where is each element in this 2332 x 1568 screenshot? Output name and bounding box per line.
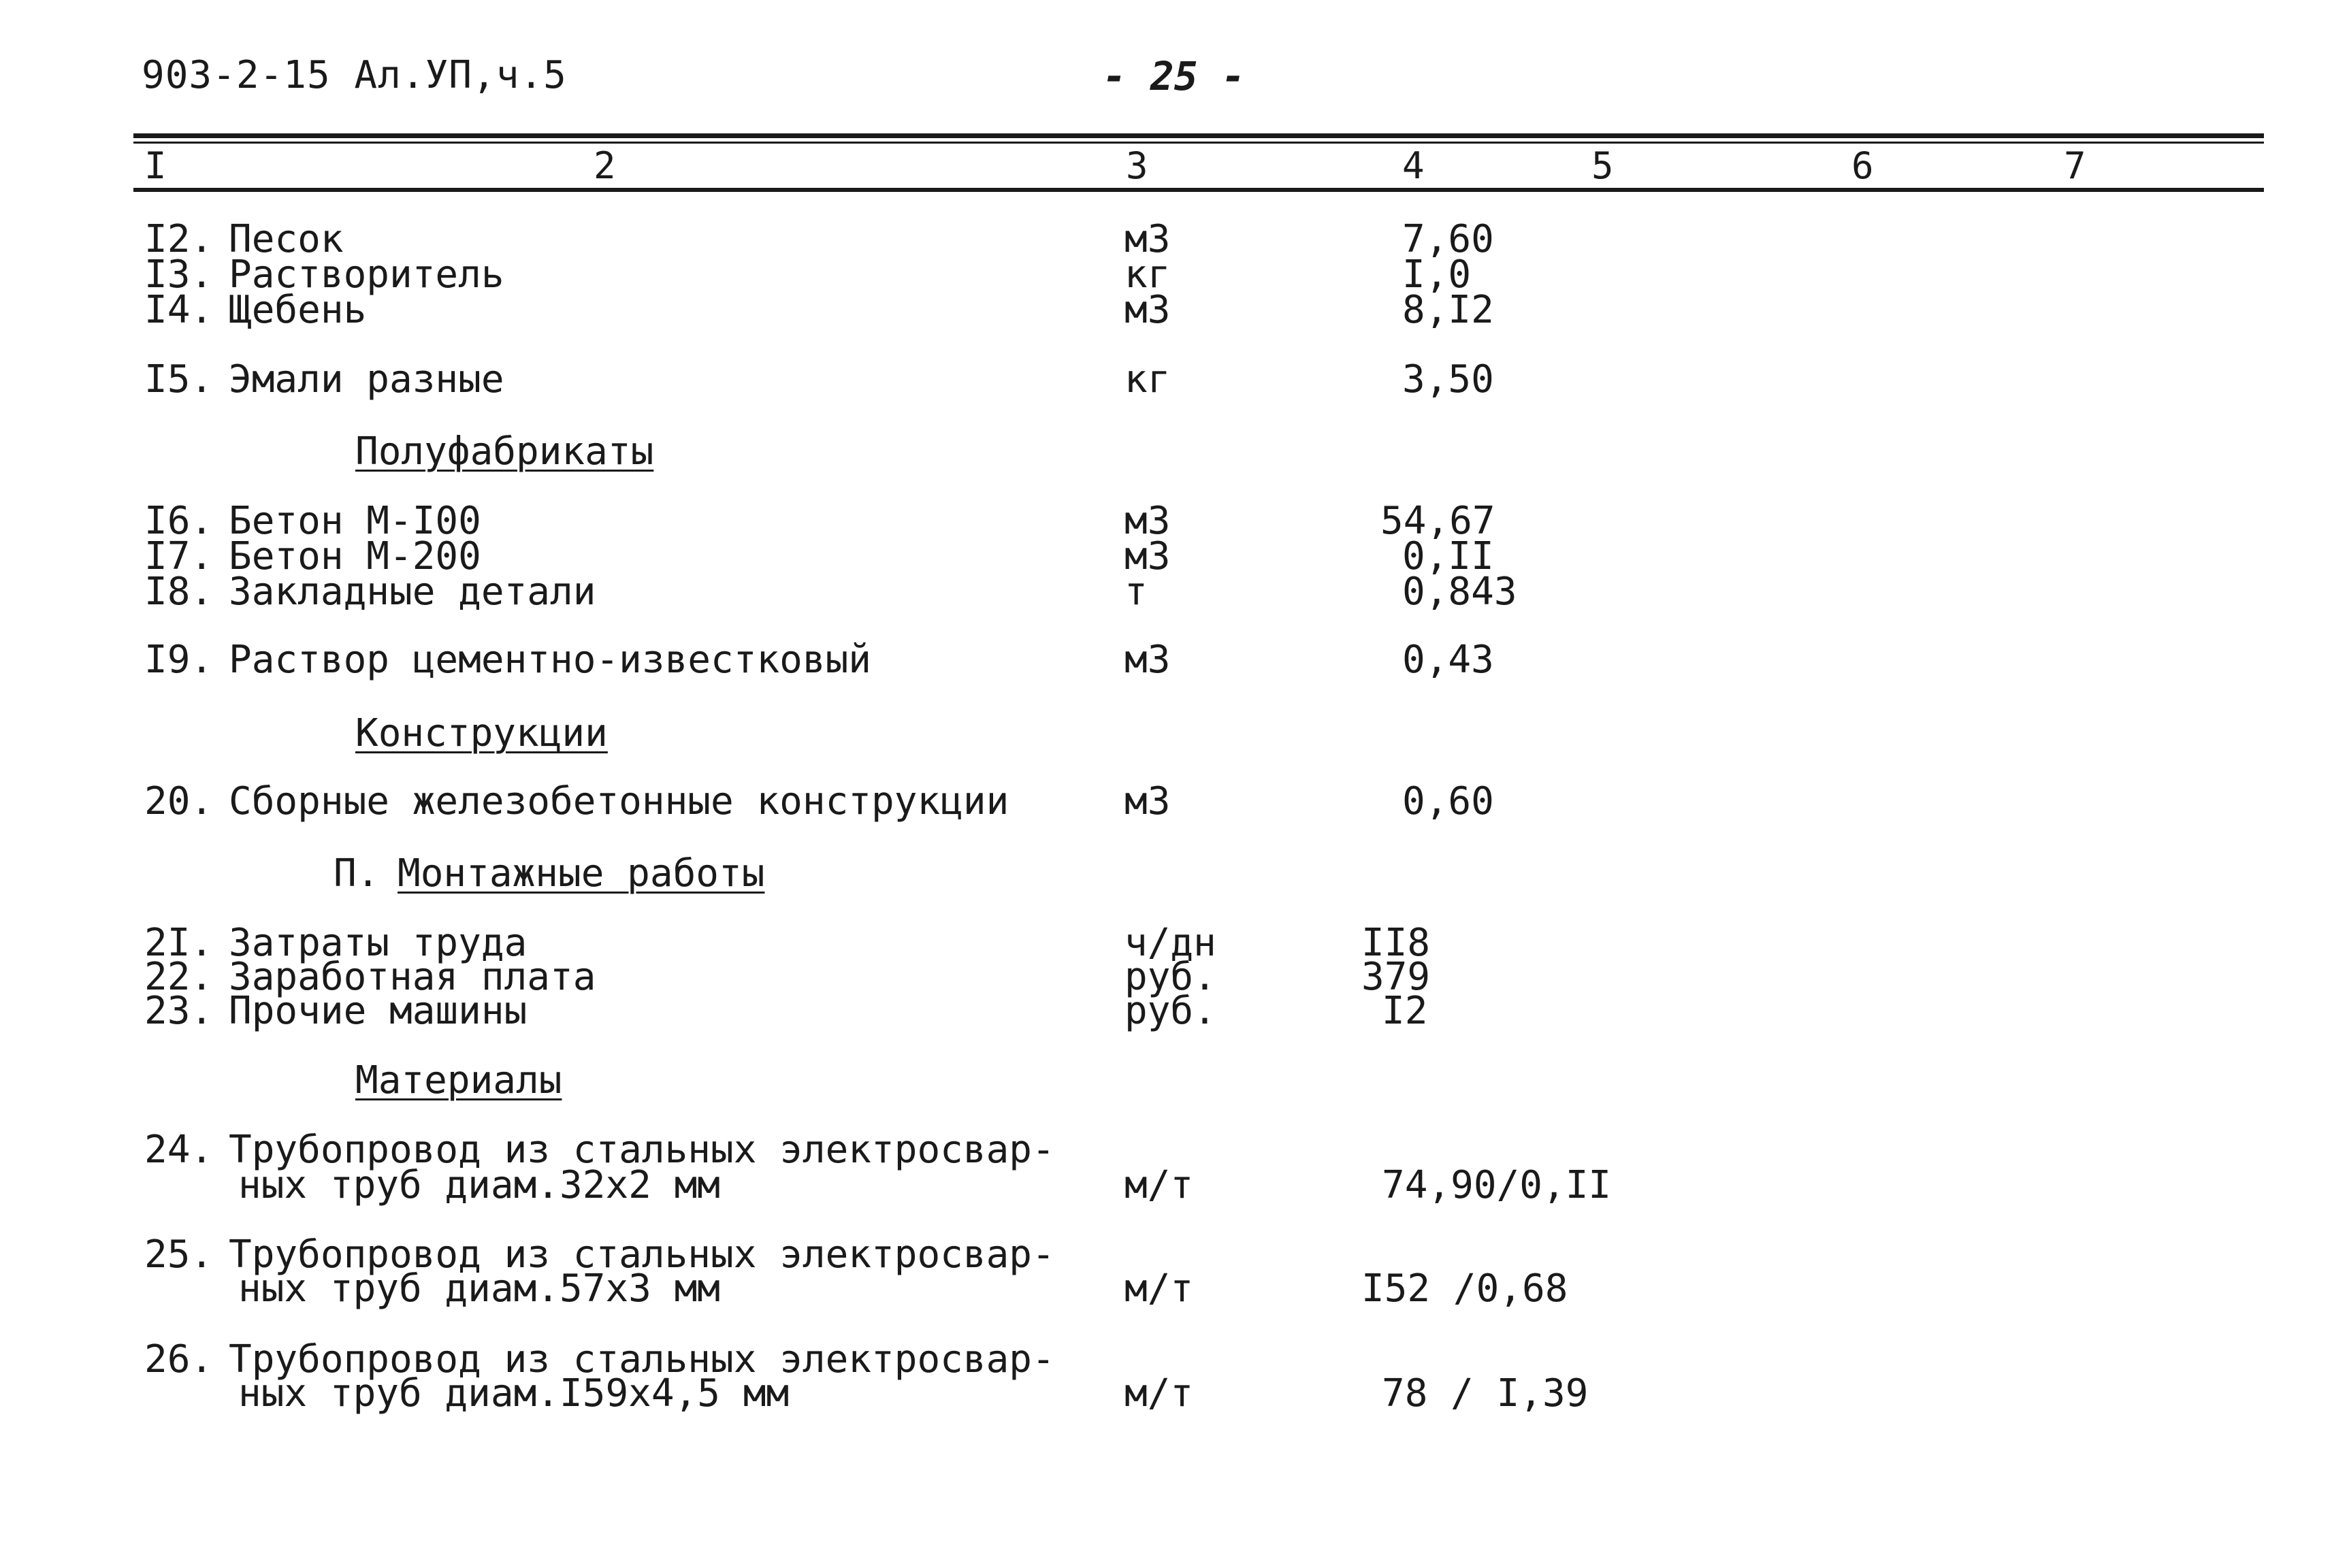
row-number: 23.: [144, 989, 214, 1033]
document-code: 903-2-15 Ал.УП,ч.5: [142, 53, 567, 97]
row-quantity: 0,43: [1402, 638, 1494, 682]
row-quantity: 54,67: [1380, 499, 1495, 543]
row-name: Трубопровод из стальных электросвар-: [229, 1128, 1055, 1172]
row-unit: м3: [1124, 217, 1171, 261]
row-number: I7.: [144, 534, 214, 578]
row-name: Закладные детали: [229, 570, 596, 614]
column-header-7: 7: [2064, 144, 2086, 187]
row-quantity: II8: [1361, 921, 1431, 965]
row-quantity: 0,843: [1402, 570, 1517, 614]
row-name: Трубопровод из стальных электросвар-: [229, 1232, 1055, 1277]
row-unit: м3: [1124, 779, 1171, 823]
section-heading-materials: Материалы: [355, 1058, 562, 1102]
row-unit: кг: [1124, 357, 1171, 402]
column-header-1: I: [144, 144, 167, 187]
row-name: Бетон М-I00: [229, 499, 481, 543]
row-name: Растворитель: [229, 252, 504, 297]
row-quantity: I2: [1382, 989, 1428, 1033]
row-number: 24.: [144, 1128, 214, 1172]
row-unit: руб.: [1124, 955, 1216, 999]
row-number: I3.: [144, 252, 214, 297]
row-name: Раствор цементно-известковый: [229, 638, 872, 682]
row-quantity: 379: [1361, 955, 1431, 999]
row-name-continuation: ных труб диам.57х3 мм: [238, 1267, 721, 1311]
row-unit: кг: [1124, 252, 1171, 297]
row-number: 2I.: [144, 921, 214, 965]
row-quantity: I52 /0,68: [1361, 1267, 1568, 1311]
column-header-2: 2: [594, 144, 616, 187]
row-number: I6.: [144, 499, 214, 543]
row-unit: м/т: [1124, 1371, 1194, 1416]
row-unit: м/т: [1124, 1163, 1194, 1207]
row-name: Бетон М-200: [229, 534, 481, 578]
row-quantity: I,0: [1402, 252, 1472, 297]
row-unit: м/т: [1124, 1267, 1194, 1311]
row-unit: м3: [1124, 534, 1171, 578]
row-name: Трубопровод из стальных электросвар-: [229, 1337, 1055, 1382]
table-header-bottom-rule: [133, 188, 2264, 192]
table-top-rule-thin: [133, 142, 2264, 144]
row-unit: м3: [1124, 638, 1171, 682]
row-quantity: 3,50: [1402, 357, 1494, 402]
row-quantity: 7,60: [1402, 217, 1494, 261]
row-number: 20.: [144, 779, 214, 823]
row-unit: т: [1124, 570, 1148, 614]
row-unit: м3: [1124, 288, 1171, 332]
row-unit: руб.: [1124, 989, 1216, 1033]
section-heading-assembly: Монтажные работы: [398, 851, 765, 896]
row-number: I2.: [144, 217, 214, 261]
row-name: Эмали разные: [229, 357, 504, 402]
row-name-continuation: ных труб диам.I59х4,5 мм: [238, 1371, 790, 1416]
row-number: 25.: [144, 1232, 214, 1277]
row-name: Щебень: [229, 288, 367, 332]
row-quantity: 0,II: [1402, 534, 1494, 578]
row-quantity: 8,I2: [1402, 288, 1494, 332]
row-unit: м3: [1124, 499, 1171, 543]
row-number: I9.: [144, 638, 214, 682]
row-unit: ч/дн: [1124, 921, 1216, 965]
page-number: - 25 -: [1103, 53, 1246, 99]
column-header-6: 6: [1851, 144, 1874, 187]
row-name-continuation: ных труб диам.32х2 мм: [238, 1163, 721, 1207]
row-name: Песок: [229, 217, 344, 261]
row-number: I5.: [144, 357, 214, 402]
section-heading-semi-products: Полуфабрикаты: [355, 429, 654, 474]
row-number: I4.: [144, 288, 214, 332]
row-number: 26.: [144, 1337, 214, 1382]
row-quantity: 78 / I,39: [1382, 1371, 1589, 1416]
row-name: Сборные железобетонные конструкции: [229, 779, 1009, 823]
section-heading-constructions: Конструкции: [355, 711, 608, 755]
column-header-5: 5: [1591, 144, 1614, 187]
row-name: Затраты труда: [229, 921, 528, 965]
row-quantity: 0,60: [1402, 779, 1494, 823]
table-top-rule: [133, 133, 2264, 138]
row-name: Заработная плата: [229, 955, 596, 999]
row-number: 22.: [144, 955, 214, 999]
section-heading-assembly-prefix: П.: [334, 851, 380, 896]
column-header-4: 4: [1402, 144, 1425, 187]
row-name: Прочие машины: [229, 989, 528, 1033]
row-quantity: 74,90/0,II: [1382, 1163, 1612, 1207]
row-number: I8.: [144, 570, 214, 614]
column-header-3: 3: [1126, 144, 1148, 187]
